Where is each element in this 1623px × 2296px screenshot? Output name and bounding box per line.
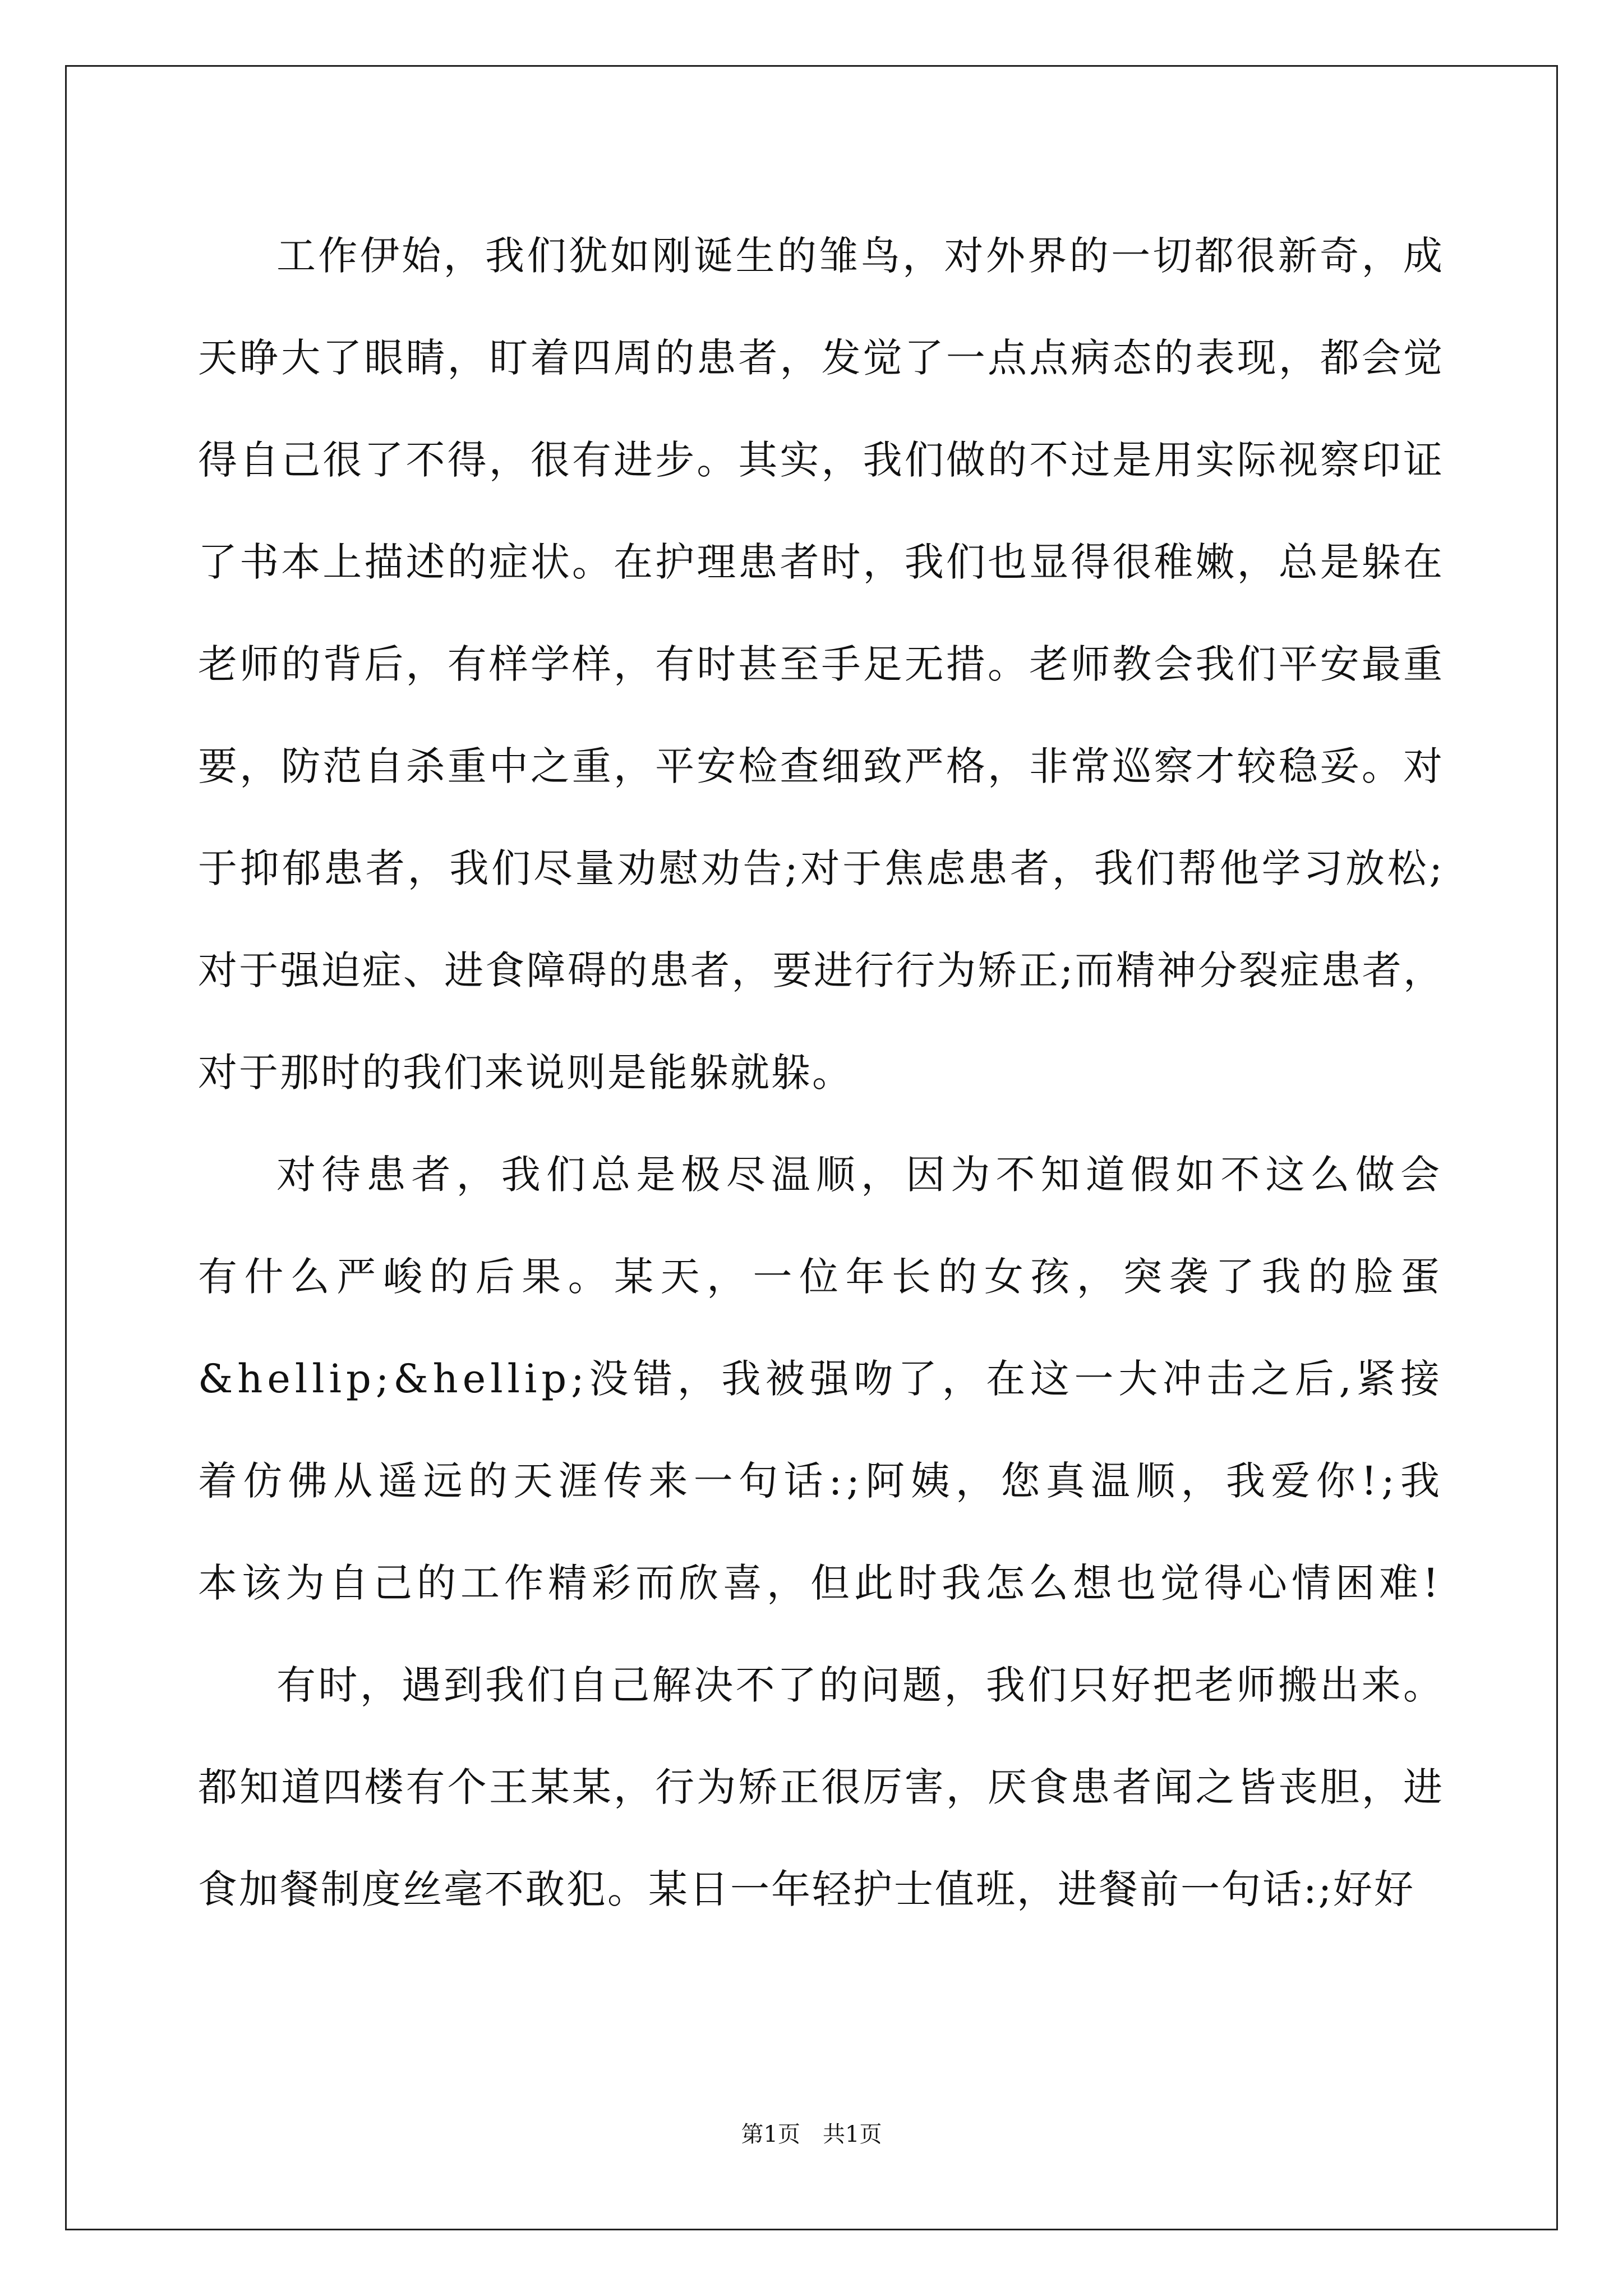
paragraph-2: 对待患者，我们总是极尽温顺，因为不知道假如不这么做会有什么严峻的后果。某天，一位年长的女孩，突袭了我的脸蛋&hellip;&hellip;没错，我被强吻了，在这一大冲击之后,紧接着仿佛从遥远的天涯传来一句话:;阿姨，您真温顺，我爱你!;我本该为自己的工作精彩而欣喜，但此时我怎么想也觉得心情困难!: [198, 1152, 1444, 1606]
paragraph-3: 有时，遇到我们自己解决不了的问题，我们只好把老师搬出来。都知道四楼有个王某某，行为矫正很厉害，厌食患者闻之皆丧胆，进食加餐制度丝毫不敢犯。某日一年轻护士值班，进餐前一句话:;好好: [198, 1662, 1444, 1912]
paragraph-1: 工作伊始，我们犹如刚诞生的雏鸟，对外界的一切都很新奇，成天睁大了眼睛，盯着四周的患者，发觉了一点点病态的表现，都会觉得自己很了不得，很有进步。其实，我们做的不过是用实际视察印证了书本上描述的症状。在护理患者时，我们也显得很稚嫩，总是躲在老师的背后，有样学样，有时甚至手足无措。老师教会我们平安最重要，防范自杀重中之重，平安检查细致严格，非常巡察才较稳妥。对于抑郁患者，我们尽量劝慰劝告;对于焦虑患者，我们帮他学习放松;对于强迫症、进食障碍的患者，要进行行为矫正;而精神分裂症患者，对于那时的我们来说则是能躲就躲。: [198, 233, 1444, 1096]
page-number-footer: 第1页 共1页: [741, 2122, 882, 2147]
document-body: [198, 205, 1444, 1940]
